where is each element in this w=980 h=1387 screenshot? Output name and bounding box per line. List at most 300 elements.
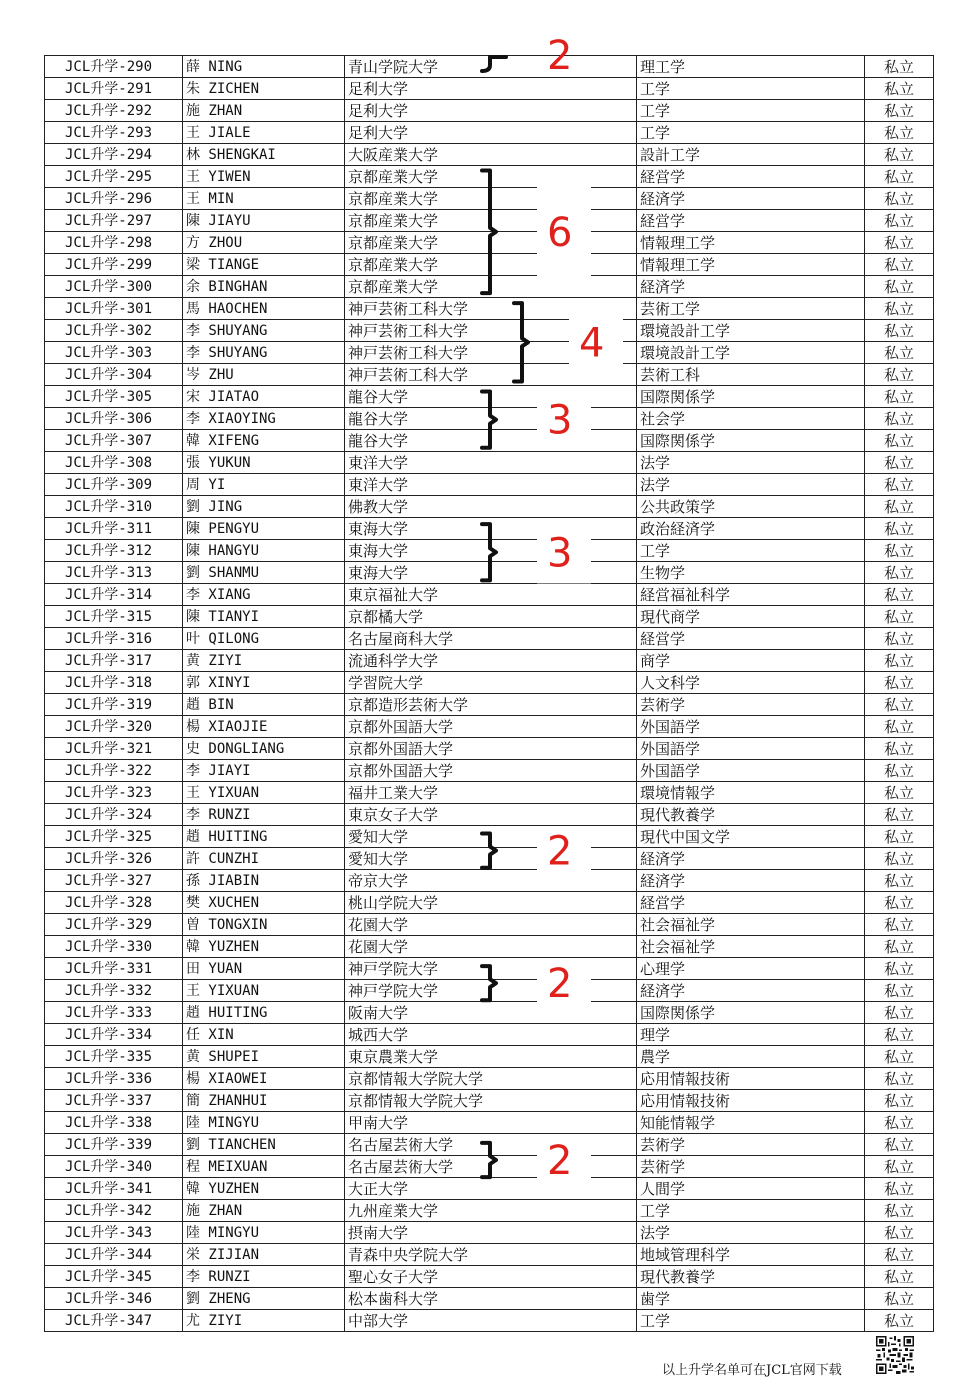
university-name-cell: 京都造形芸術大学 (345, 694, 637, 716)
student-name-cell: 楊 XIAOJIE (183, 716, 345, 738)
student-name-cell: 李 XIAOYING (183, 408, 345, 430)
department-name-cell: 環境情報学 (637, 782, 865, 804)
department-name-cell: 工学 (637, 1200, 865, 1222)
school-type-cell: 私立 (865, 1178, 934, 1200)
department-name-cell: 経営学 (637, 892, 865, 914)
student-name-cell: 劉 SHANMU (183, 562, 345, 584)
university-name-cell: 神戸芸術工科大学 (345, 298, 637, 320)
school-type-cell: 私立 (865, 1244, 934, 1266)
university-name-cell: 東京女子大学 (345, 804, 637, 826)
school-type-cell: 私立 (865, 1112, 934, 1134)
group-bracket (482, 171, 496, 294)
student-id-cell: JCL升学-308 (45, 452, 183, 474)
student-id-cell: JCL升学-347 (45, 1310, 183, 1332)
group-count: 4 (579, 320, 605, 367)
department-name-cell: 心理学 (637, 958, 865, 980)
student-name-cell: 朱 ZICHEN (183, 78, 345, 100)
school-type-cell: 私立 (865, 914, 934, 936)
student-name-cell: 楊 XIAOWEI (183, 1068, 345, 1090)
university-name-cell: 摂南大学 (345, 1222, 637, 1244)
department-name-cell: 現代教養学 (637, 804, 865, 826)
student-name-cell: 李 SHUYANG (183, 320, 345, 342)
department-name-cell: 工学 (637, 1310, 865, 1332)
department-name-cell: 経済学 (637, 276, 865, 298)
university-name-cell: 花園大学 (345, 936, 637, 958)
student-id-cell: JCL升学-317 (45, 650, 183, 672)
student-name-cell: 韓 YUZHEN (183, 936, 345, 958)
school-type-cell: 私立 (865, 122, 934, 144)
school-type-cell: 私立 (865, 628, 934, 650)
student-name-cell: 曽 TONGXIN (183, 914, 345, 936)
student-name-cell: 黄 SHUPEI (183, 1046, 345, 1068)
student-name-cell: 李 RUNZI (183, 804, 345, 826)
university-name-cell: 福井工業大学 (345, 782, 637, 804)
department-name-cell: 法学 (637, 1222, 865, 1244)
university-name-cell: 京都産業大学 (345, 210, 637, 232)
school-type-cell: 私立 (865, 892, 934, 914)
student-name-cell: 陳 HANGYU (183, 540, 345, 562)
student-id-cell: JCL升学-306 (45, 408, 183, 430)
university-name-cell: 東海大学 (345, 540, 637, 562)
department-name-cell: 社会福祉学 (637, 914, 865, 936)
student-name-cell: 孫 JIABIN (183, 870, 345, 892)
student-name-cell: 程 MEIXUAN (183, 1156, 345, 1178)
school-type-cell: 私立 (865, 408, 934, 430)
school-type-cell: 私立 (865, 496, 934, 518)
department-name-cell: 工学 (637, 122, 865, 144)
department-name-cell: 芸術工学 (637, 298, 865, 320)
university-name-cell: 京都産業大学 (345, 188, 637, 210)
department-name-cell: 国際関係学 (637, 386, 865, 408)
student-name-cell: 任 XIN (183, 1024, 345, 1046)
group-count: 2 (547, 961, 573, 1008)
university-name-cell: 京都産業大学 (345, 232, 637, 254)
department-name-cell: 工学 (637, 100, 865, 122)
school-type-cell: 私立 (865, 386, 934, 408)
student-id-cell: JCL升学-337 (45, 1090, 183, 1112)
student-name-cell: 王 YIXUAN (183, 782, 345, 804)
department-name-cell: 現代中国文学 (637, 826, 865, 848)
department-name-cell: 生物学 (637, 562, 865, 584)
school-type-cell: 私立 (865, 958, 934, 980)
group-annotation (482, 961, 591, 1007)
university-name-cell: 京都産業大学 (345, 254, 637, 276)
student-id-cell: JCL升学-303 (45, 342, 183, 364)
department-name-cell: 法学 (637, 452, 865, 474)
university-name-cell: 東洋大学 (345, 474, 637, 496)
university-name-cell: 松本歯科大学 (345, 1288, 637, 1310)
student-name-cell: 薛 NING (183, 56, 345, 78)
school-type-cell: 私立 (865, 540, 934, 562)
student-id-cell: JCL升学-292 (45, 100, 183, 122)
university-name-cell: 京都外国語大学 (345, 716, 637, 738)
student-id-cell: JCL升学-313 (45, 562, 183, 584)
group-count: 2 (547, 1138, 573, 1184)
university-name-cell: 流通科学大学 (345, 650, 637, 672)
school-type-cell: 私立 (865, 1310, 934, 1332)
student-id-cell: JCL升学-336 (45, 1068, 183, 1090)
student-name-cell: 岑 ZHU (183, 364, 345, 386)
school-type-cell: 私立 (865, 1266, 934, 1288)
university-name-cell: 花園大学 (345, 914, 637, 936)
school-type-cell: 私立 (865, 716, 934, 738)
student-id-cell: JCL升学-338 (45, 1112, 183, 1134)
university-name-cell: 東京福祉大学 (345, 584, 637, 606)
student-id-cell: JCL升学-294 (45, 144, 183, 166)
student-name-cell: 梁 TIANGE (183, 254, 345, 276)
student-name-cell: 王 YIWEN (183, 166, 345, 188)
student-id-cell: JCL升学-293 (45, 122, 183, 144)
university-name-cell: 京都情報大学院大学 (345, 1090, 637, 1112)
group-annotation (514, 300, 623, 384)
department-name-cell: 芸術学 (637, 694, 865, 716)
group-count: 2 (547, 33, 573, 79)
group-annotation (482, 168, 591, 297)
student-id-cell: JCL升学-344 (45, 1244, 183, 1266)
school-type-cell: 私立 (865, 1090, 934, 1112)
student-name-cell: 郭 XINYI (183, 672, 345, 694)
department-name-cell: 経営福祉科学 (637, 584, 865, 606)
department-name-cell: 情報理工学 (637, 232, 865, 254)
university-name-cell: 佛教大学 (345, 496, 637, 518)
school-type-cell: 私立 (865, 166, 934, 188)
university-name-cell: 名古屋芸術大学 (345, 1134, 637, 1156)
department-name-cell: 現代教養学 (637, 1266, 865, 1288)
group-annotation (482, 521, 591, 583)
university-name-cell: 大正大学 (345, 1178, 637, 1200)
school-type-cell: 私立 (865, 1002, 934, 1024)
student-name-cell: 劉 JING (183, 496, 345, 518)
department-name-cell: 外国語学 (637, 760, 865, 782)
student-id-cell: JCL升学-305 (45, 386, 183, 408)
student-name-cell: 施 ZHAN (183, 100, 345, 122)
school-type-cell: 私立 (865, 782, 934, 804)
school-type-cell: 私立 (865, 738, 934, 760)
student-id-cell: JCL升学-300 (45, 276, 183, 298)
student-name-cell: 陳 JIAYU (183, 210, 345, 232)
footer-note: 以上升学名单可在JCL官网下载 (662, 1363, 842, 1378)
student-id-cell: JCL升学-295 (45, 166, 183, 188)
student-name-cell: 王 YIXUAN (183, 980, 345, 1002)
student-name-cell: 王 MIN (183, 188, 345, 210)
student-id-cell: JCL升学-320 (45, 716, 183, 738)
university-name-cell: 京都産業大学 (345, 276, 637, 298)
school-type-cell: 私立 (865, 78, 934, 100)
university-name-cell: 京都外国語大学 (345, 738, 637, 760)
student-id-cell: JCL升学-299 (45, 254, 183, 276)
student-id-cell: JCL升学-322 (45, 760, 183, 782)
department-name-cell: 商学 (637, 650, 865, 672)
school-type-cell: 私立 (865, 1068, 934, 1090)
university-name-cell: 足利大学 (345, 100, 637, 122)
student-id-cell: JCL升学-323 (45, 782, 183, 804)
school-type-cell: 私立 (865, 694, 934, 716)
department-name-cell: 経営学 (637, 210, 865, 232)
student-id-cell: JCL升学-302 (45, 320, 183, 342)
school-type-cell: 私立 (865, 144, 934, 166)
student-name-cell: 方 ZHOU (183, 232, 345, 254)
department-name-cell: 理工学 (637, 56, 865, 78)
student-id-cell: JCL升学-301 (45, 298, 183, 320)
student-id-cell: JCL升学-312 (45, 540, 183, 562)
department-name-cell: 現代商学 (637, 606, 865, 628)
school-type-cell: 私立 (865, 1200, 934, 1222)
school-type-cell: 私立 (865, 342, 934, 364)
department-name-cell: 応用情報技術 (637, 1090, 865, 1112)
student-id-cell: JCL升学-326 (45, 848, 183, 870)
school-type-cell: 私立 (865, 100, 934, 122)
student-id-cell: JCL升学-307 (45, 430, 183, 452)
student-id-cell: JCL升学-315 (45, 606, 183, 628)
student-id-cell: JCL升学-298 (45, 232, 183, 254)
department-name-cell: 地域管理科学 (637, 1244, 865, 1266)
department-name-cell: 人文科学 (637, 672, 865, 694)
student-name-cell: 韓 XIFENG (183, 430, 345, 452)
university-name-cell: 龍谷大学 (345, 386, 637, 408)
school-type-cell: 私立 (865, 518, 934, 540)
university-name-cell: 青山学院大学 (345, 56, 637, 78)
student-name-cell: 許 CUNZHI (183, 848, 345, 870)
department-name-cell: 経済学 (637, 870, 865, 892)
university-name-cell: 京都橘大学 (345, 606, 637, 628)
university-name-cell: 城西大学 (345, 1024, 637, 1046)
student-name-cell: 栄 ZIJIAN (183, 1244, 345, 1266)
group-bracket (482, 57, 506, 71)
department-name-cell: 知能情報学 (637, 1112, 865, 1134)
school-type-cell: 私立 (865, 56, 934, 78)
student-name-cell: 叶 QILONG (183, 628, 345, 650)
student-name-cell: 陳 PENGYU (183, 518, 345, 540)
student-name-cell: 李 SHUYANG (183, 342, 345, 364)
student-name-cell: 周 YI (183, 474, 345, 496)
university-name-cell: 名古屋芸術大学 (345, 1156, 637, 1178)
group-bracket (482, 966, 496, 1000)
university-name-cell: 桃山学院大学 (345, 892, 637, 914)
group-annotation (482, 829, 591, 875)
student-id-cell: JCL升学-335 (45, 1046, 183, 1068)
school-type-cell: 私立 (865, 1156, 934, 1178)
student-name-cell: 趙 BIN (183, 694, 345, 716)
student-name-cell: 李 JIAYI (183, 760, 345, 782)
student-id-cell: JCL升学-345 (45, 1266, 183, 1288)
school-type-cell: 私立 (865, 606, 934, 628)
student-name-cell: 陸 MINGYU (183, 1222, 345, 1244)
university-name-cell: 神戸芸術工科大学 (345, 364, 637, 386)
department-name-cell: 工学 (637, 78, 865, 100)
school-type-cell: 私立 (865, 298, 934, 320)
university-name-cell: 神戸学院大学 (345, 958, 637, 980)
student-id-cell: JCL升学-339 (45, 1134, 183, 1156)
department-name-cell: 応用情報技術 (637, 1068, 865, 1090)
school-type-cell: 私立 (865, 760, 934, 782)
student-id-cell: JCL升学-341 (45, 1178, 183, 1200)
department-name-cell: 芸術工科 (637, 364, 865, 386)
department-name-cell: 歯学 (637, 1288, 865, 1310)
school-type-cell: 私立 (865, 1024, 934, 1046)
department-name-cell: 法学 (637, 474, 865, 496)
department-name-cell: 農学 (637, 1046, 865, 1068)
university-name-cell: 京都産業大学 (345, 166, 637, 188)
student-name-cell: 劉 ZHENG (183, 1288, 345, 1310)
student-name-cell: 田 YUAN (183, 958, 345, 980)
group-count: 6 (547, 209, 573, 256)
university-name-cell: 足利大学 (345, 122, 637, 144)
student-id-cell: JCL升学-296 (45, 188, 183, 210)
qr-code-icon (876, 1336, 914, 1374)
department-name-cell: 人間学 (637, 1178, 865, 1200)
school-type-cell: 私立 (865, 210, 934, 232)
university-name-cell: 足利大学 (345, 78, 637, 100)
school-type-cell: 私立 (865, 826, 934, 848)
department-name-cell: 情報理工学 (637, 254, 865, 276)
university-name-cell: 神戸芸術工科大学 (345, 342, 637, 364)
university-name-cell: 京都外国語大学 (345, 760, 637, 782)
university-name-cell: 青森中央学院大学 (345, 1244, 637, 1266)
school-type-cell: 私立 (865, 848, 934, 870)
student-id-cell: JCL升学-297 (45, 210, 183, 232)
student-id-cell: JCL升学-319 (45, 694, 183, 716)
student-id-cell: JCL升学-343 (45, 1222, 183, 1244)
student-name-cell: 林 SHENGKAI (183, 144, 345, 166)
student-id-cell: JCL升学-290 (45, 56, 183, 78)
student-id-cell: JCL升学-314 (45, 584, 183, 606)
university-name-cell: 愛知大学 (345, 848, 637, 870)
department-name-cell: 経済学 (637, 980, 865, 1002)
department-name-cell: 公共政策学 (637, 496, 865, 518)
school-type-cell: 私立 (865, 936, 934, 958)
student-name-cell: 黄 ZIYI (183, 650, 345, 672)
school-type-cell: 私立 (865, 232, 934, 254)
university-name-cell: 名古屋商科大学 (345, 628, 637, 650)
university-name-cell: 中部大学 (345, 1310, 637, 1332)
department-name-cell: 理学 (637, 1024, 865, 1046)
university-name-cell: 東海大学 (345, 518, 637, 540)
school-type-cell: 私立 (865, 1288, 934, 1310)
student-name-cell: 李 RUNZI (183, 1266, 345, 1288)
department-name-cell: 経済学 (637, 848, 865, 870)
group-annotation (482, 389, 591, 451)
student-id-cell: JCL升学-325 (45, 826, 183, 848)
student-id-cell: JCL升学-346 (45, 1288, 183, 1310)
university-name-cell: 甲南大学 (345, 1112, 637, 1134)
group-bracket (482, 524, 496, 580)
school-type-cell: 私立 (865, 1134, 934, 1156)
school-type-cell: 私立 (865, 1222, 934, 1244)
school-type-cell: 私立 (865, 672, 934, 694)
school-type-cell: 私立 (865, 276, 934, 298)
department-name-cell: 政治経済学 (637, 518, 865, 540)
school-type-cell: 私立 (865, 364, 934, 386)
student-id-cell: JCL升学-318 (45, 672, 183, 694)
school-type-cell: 私立 (865, 980, 934, 1002)
university-name-cell: 帝京大学 (345, 870, 637, 892)
department-name-cell: 社会福祉学 (637, 936, 865, 958)
university-name-cell: 学習院大学 (345, 672, 637, 694)
student-name-cell: 余 BINGHAN (183, 276, 345, 298)
group-bracket (482, 392, 496, 448)
student-id-cell: JCL升学-331 (45, 958, 183, 980)
student-name-cell: 尤 ZIYI (183, 1310, 345, 1332)
student-id-cell: JCL升学-309 (45, 474, 183, 496)
student-id-cell: JCL升学-328 (45, 892, 183, 914)
department-name-cell: 設計工学 (637, 144, 865, 166)
department-name-cell: 環境設計工学 (637, 320, 865, 342)
group-bracket (482, 1143, 496, 1177)
department-name-cell: 国際関係学 (637, 430, 865, 452)
student-id-cell: JCL升学-311 (45, 518, 183, 540)
student-name-cell: 韓 YUZHEN (183, 1178, 345, 1200)
student-name-cell: 史 DONGLIANG (183, 738, 345, 760)
student-name-cell: 李 XIANG (183, 584, 345, 606)
student-id-cell: JCL升学-333 (45, 1002, 183, 1024)
department-name-cell: 社会学 (637, 408, 865, 430)
group-count: 2 (547, 828, 573, 875)
student-id-cell: JCL升学-310 (45, 496, 183, 518)
school-type-cell: 私立 (865, 584, 934, 606)
school-type-cell: 私立 (865, 254, 934, 276)
student-id-cell: JCL升学-340 (45, 1156, 183, 1178)
school-type-cell: 私立 (865, 474, 934, 496)
department-name-cell: 外国語学 (637, 738, 865, 760)
group-count: 3 (547, 530, 573, 577)
group-bracket (482, 834, 496, 868)
student-id-cell: JCL升学-330 (45, 936, 183, 958)
department-name-cell: 外国語学 (637, 716, 865, 738)
school-type-cell: 私立 (865, 870, 934, 892)
student-name-cell: 陳 TIANYI (183, 606, 345, 628)
school-type-cell: 私立 (865, 430, 934, 452)
student-id-cell: JCL升学-329 (45, 914, 183, 936)
department-name-cell: 芸術学 (637, 1156, 865, 1178)
student-name-cell: 宋 JIATAO (183, 386, 345, 408)
group-count: 3 (547, 397, 573, 444)
student-id-cell: JCL升学-332 (45, 980, 183, 1002)
university-name-cell: 愛知大学 (345, 826, 637, 848)
student-id-cell: JCL升学-304 (45, 364, 183, 386)
student-name-cell: 簡 ZHANHUI (183, 1090, 345, 1112)
department-name-cell: 工学 (637, 540, 865, 562)
student-name-cell: 樊 XUCHEN (183, 892, 345, 914)
school-type-cell: 私立 (865, 650, 934, 672)
student-name-cell: 劉 TIANCHEN (183, 1134, 345, 1156)
department-name-cell: 芸術学 (637, 1134, 865, 1156)
university-name-cell: 龍谷大学 (345, 408, 637, 430)
school-type-cell: 私立 (865, 320, 934, 342)
university-name-cell: 神戸学院大学 (345, 980, 637, 1002)
student-id-cell: JCL升学-316 (45, 628, 183, 650)
school-type-cell: 私立 (865, 804, 934, 826)
university-name-cell: 龍谷大学 (345, 430, 637, 452)
university-name-cell: 東京農業大学 (345, 1046, 637, 1068)
group-annotation (482, 33, 591, 79)
student-id-cell: JCL升学-324 (45, 804, 183, 826)
student-id-cell: JCL升学-291 (45, 78, 183, 100)
student-id-cell: JCL升学-327 (45, 870, 183, 892)
student-id-cell: JCL升学-342 (45, 1200, 183, 1222)
group-bracket (514, 303, 528, 381)
university-name-cell: 東海大学 (345, 562, 637, 584)
student-name-cell: 馬 HAOCHEN (183, 298, 345, 320)
student-id-cell: JCL升学-321 (45, 738, 183, 760)
university-name-cell: 神戸芸術工科大学 (345, 320, 637, 342)
school-type-cell: 私立 (865, 1046, 934, 1068)
school-type-cell: 私立 (865, 188, 934, 210)
group-annotation (482, 1138, 591, 1184)
school-type-cell: 私立 (865, 452, 934, 474)
student-name-cell: 趙 HUITING (183, 826, 345, 848)
department-name-cell: 国際関係学 (637, 1002, 865, 1024)
student-name-cell: 趙 HUITING (183, 1002, 345, 1024)
